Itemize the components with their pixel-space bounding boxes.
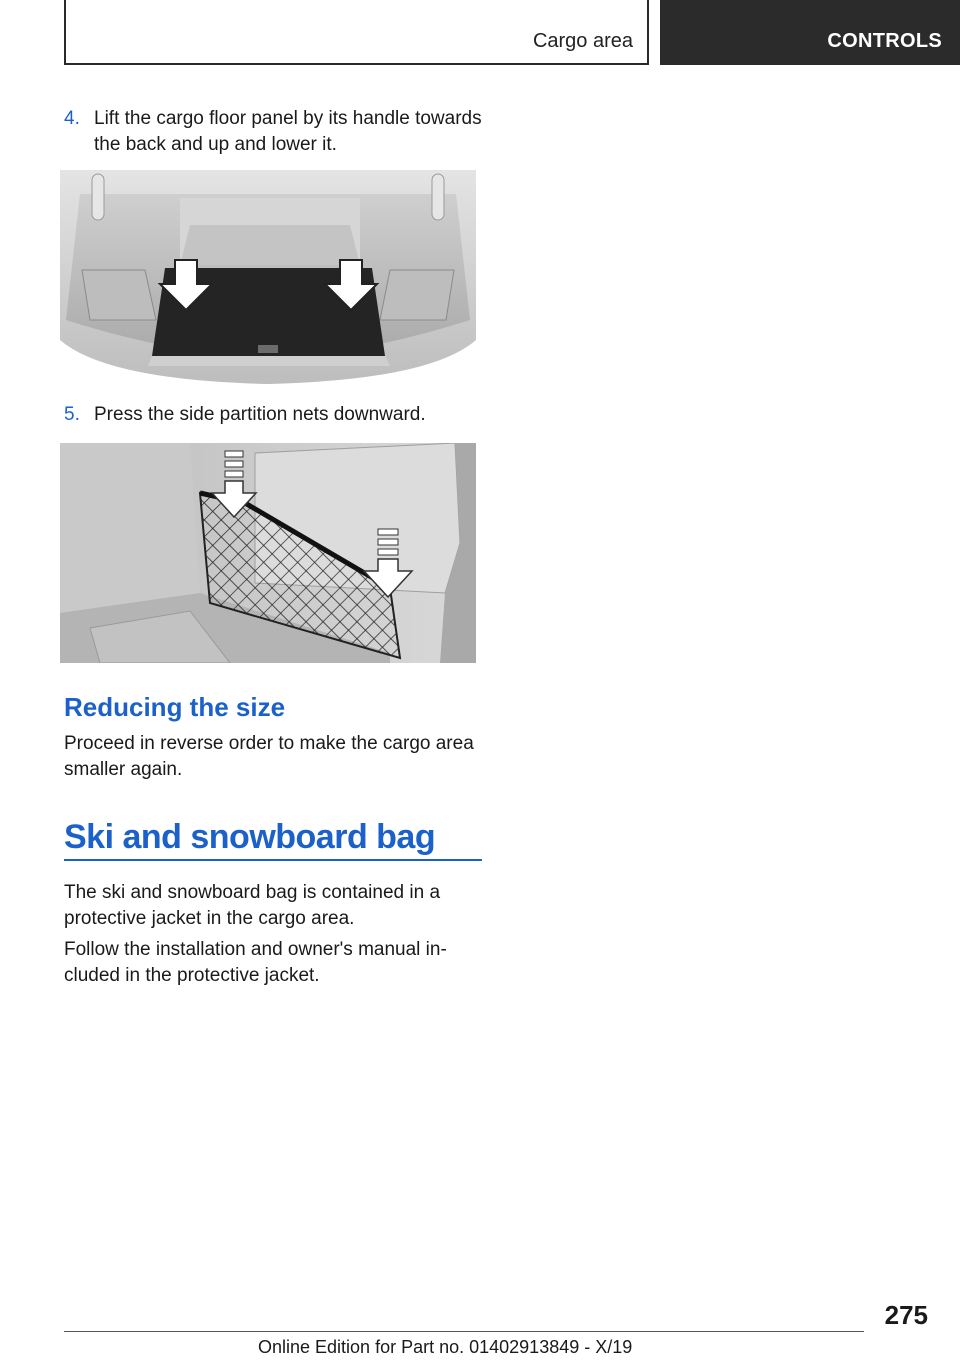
step-5-number: 5.: [64, 404, 80, 425]
header-section-box: [64, 0, 649, 65]
footer-edition-text: Online Edition for Part no. 01402913849 - X/19: [258, 1337, 633, 1357]
page-number: 275: [884, 1300, 928, 1330]
step-4: [64, 106, 484, 158]
cargo-floor-panel-illustration: [60, 170, 476, 388]
step-4-number: 4.: [64, 108, 80, 129]
heading-underline: [64, 859, 482, 861]
step-4-text: Lift the cargo floor panel by its handle towards the back and up and lower it.: [94, 108, 482, 155]
step-5: [64, 402, 484, 428]
partition-net-illustration: [60, 443, 476, 663]
header-section-title: Cargo area: [532, 30, 633, 52]
step-5-text: Press the side partition nets downward.: [94, 404, 426, 425]
header-chapter-title: CONTROLS: [827, 30, 942, 52]
header-chapter-box: [660, 0, 960, 65]
footer-divider: [64, 1331, 864, 1332]
ski-bag-paragraph-2: Follow the installation and owner's manual included in the protective jacket.: [64, 939, 447, 986]
reducing-size-text: Proceed in reverse order to make the cargo area smaller again.: [64, 733, 474, 780]
ski-bag-paragraph-1: The ski and snowboard bag is contained in a protective jacket in the cargo area.: [64, 882, 441, 929]
cargo-floor-panel-drawing: [60, 170, 476, 388]
ski-bag-heading: Ski and snowboard bag: [64, 818, 436, 856]
partition-net-drawing: [60, 443, 476, 663]
reducing-size-heading: Reducing the size: [64, 692, 286, 722]
